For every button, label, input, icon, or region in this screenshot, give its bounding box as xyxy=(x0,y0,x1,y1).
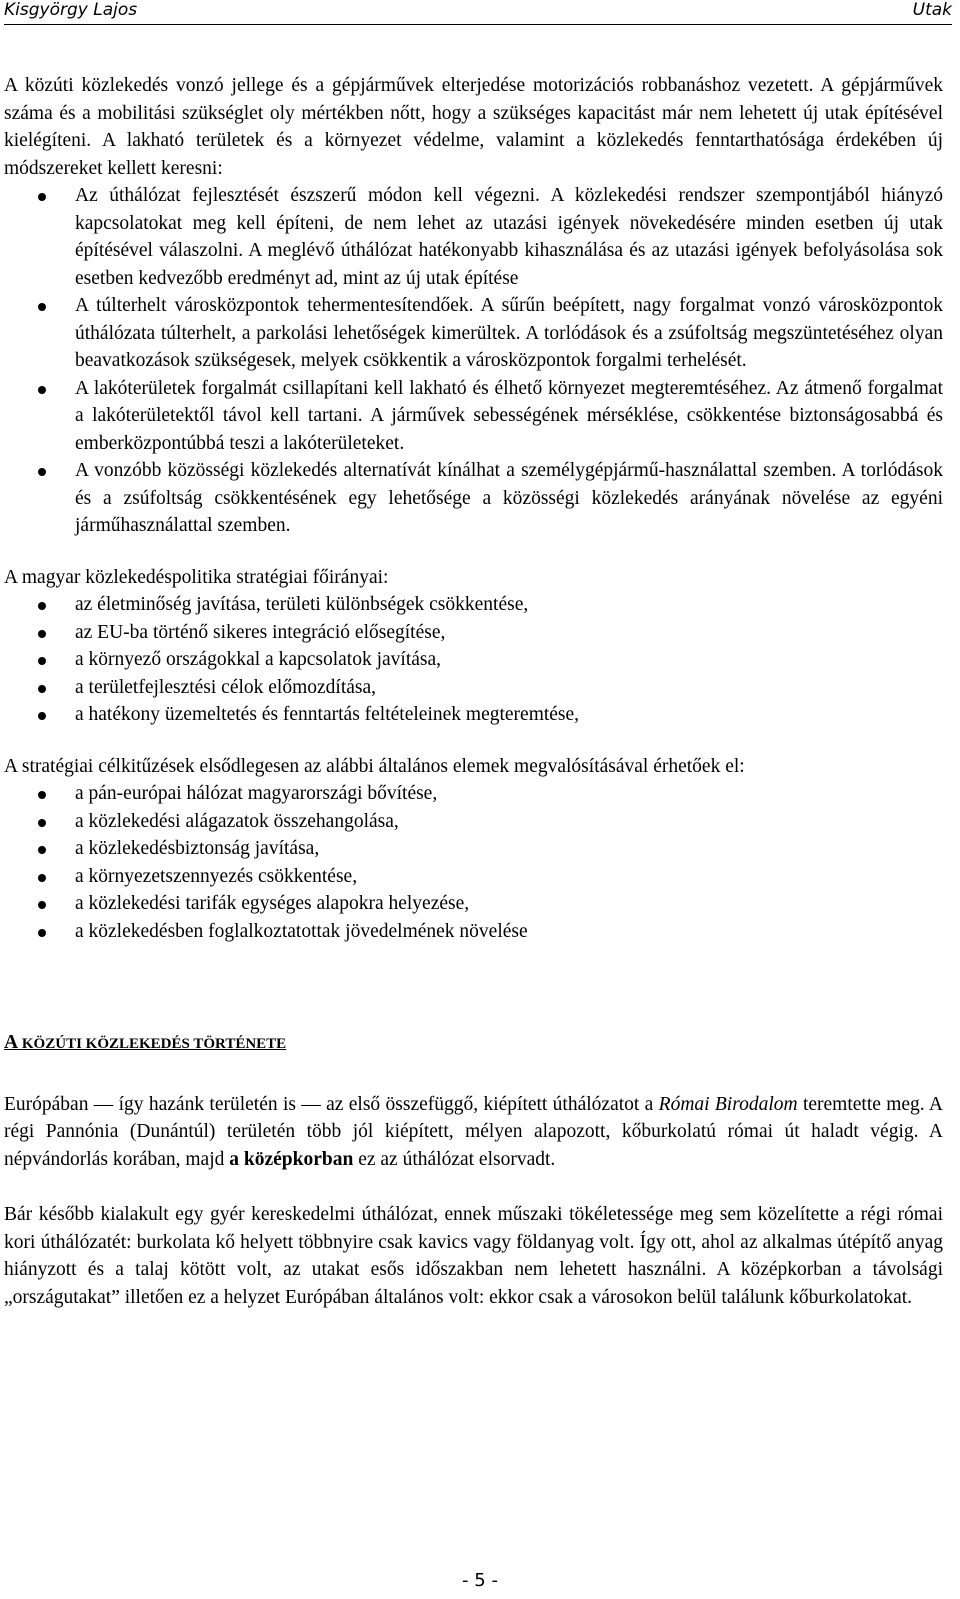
section-heading: A KÖZÚTI KÖZLEKEDÉS TÖRTÉNETE xyxy=(4,1032,287,1053)
page-number: - 5 - xyxy=(462,1570,498,1591)
list-item: a környező országokkal a kapcsolatok javítása, xyxy=(4,646,943,674)
bullet-icon xyxy=(38,846,46,854)
emphasis-roman-empire: Római Birodalom xyxy=(658,1093,798,1115)
bullet-icon xyxy=(38,685,46,693)
history-paragraph-1: Európában — így hazánk területén is — az első összefüggő, kiépített úthálózatot a Római Birodalom teremtette meg. A régi Pannónia (Dunántúl) területén több jól kiépített, mélyen alapozott, kőburkolatú római út haladt végig. A népvándorlás korában, majd a középkorban ez az úthálózat elsorvadt. xyxy=(4,1093,944,1170)
goals-list xyxy=(4,780,943,945)
list-item: a közlekedési alágazatok összehangolása, xyxy=(4,808,943,836)
bullet-icon xyxy=(38,901,46,909)
list-item: a hatékony üzemeltetés és fenntartás feltételeinek megteremtése, xyxy=(4,701,943,729)
list-item: a területfejlesztési célok előmozdítása, xyxy=(4,674,943,702)
bullet-icon xyxy=(38,303,46,311)
page-content xyxy=(4,72,943,1311)
bullet-icon xyxy=(38,929,46,937)
list-item: A túlterhelt városközpontok tehermentesítendőek. A sűrűn beépített, nagy forgalmat vonzó városközpontok úthálózata túlterhelt, a parkolási lehetőségek kimerültek. A torlódások és a zsúfoltság megszüntetéséhez olyan beavatkozások szükségesek, melyek csökkentik a városközpontok forgalmi terhelését. xyxy=(4,292,943,375)
intro-paragraph: A közúti közlekedés vonzó jellege és a gépjárművek elterjedése motorizációs robbanáshoz vezetett. A gépjárművek száma és a mobilitási szükséglet oly mértékben nőtt, hogy a szükséges kapacitást már nem lehetett új utak építésével kielégíteni. A lakható területek és a környezet védelme, valamint a közlekedés fenntarthatósága érdekében új módszereket kellett keresni: xyxy=(4,75,943,179)
list-item: Az úthálózat fejlesztését észszerű módon kell végezni. A közlekedési rendszer szempontjából hiányzó kapcsolatokat meg kell építeni, de nem lehet az utazási igények növekedésére minden esetben új utak építésével válaszolni. A meglévő úthálózat hatékonyabb kihasználása és az utazási igények befolyásolása sok esetben kedvezőbb eredményt ad, mint az új utak építése xyxy=(4,182,943,292)
list-item: A lakóterületek forgalmát csillapítani kell lakható és élhető környezet megteremtéséhez. Az átmenő forgalmat a lakóterületektől távol kell tartani. A járművek sebességének mérséklése, csökkentése biztonságosabbá és emberközpontúbbá teszi a lakóterületeket. xyxy=(4,375,943,458)
strategy-lead: A magyar közlekedéspolitika stratégiai főirányai: xyxy=(4,566,389,588)
bullet-icon xyxy=(38,630,46,638)
list-item: a környezetszennyezés csökkentése, xyxy=(4,863,943,891)
intro-bullet-list xyxy=(4,182,943,540)
header-title: Utak xyxy=(912,0,952,20)
bullet-icon xyxy=(38,193,46,201)
bullet-icon xyxy=(38,386,46,394)
list-item: az EU-ba történő sikeres integráció elősegítése, xyxy=(4,619,943,647)
header-author: Kisgyörgy Lajos xyxy=(4,0,138,20)
list-item: a közlekedésbiztonság javítása, xyxy=(4,835,943,863)
list-item: a közlekedésben foglalkoztatottak jövedelmének növelése xyxy=(4,918,943,946)
bullet-icon xyxy=(38,602,46,610)
list-item: az életminőség javítása, területi különbségek csökkentése, xyxy=(4,591,943,619)
emphasis-middle-ages: a középkorban xyxy=(229,1148,354,1170)
goals-lead: A stratégiai célkitűzések elsődlegesen az alábbi általános elemek megvalósításával érhetőek el: xyxy=(4,755,745,777)
bullet-icon xyxy=(38,657,46,665)
history-paragraph-2: Bár később kialakult egy gyér kereskedelmi úthálózat, ennek műszaki tökéletessége meg sem közelítette a régi római kori úthálózatét: burkolata kő helyett többnyire csak kavics vagy földanyag volt. Így ott, ahol az alkalmas útépítő anyag hiányzott és a talaj kötött volt, az utakat esős időszakban nem lehetett használni. A középkorban a távolsági „országutakat” illetően ez a helyzet Európában általános volt: ekkor csak a városokon belül találunk kőburkolatokat. xyxy=(4,1204,943,1308)
list-item: a közlekedési tarifák egységes alapokra helyezése, xyxy=(4,890,943,918)
bullet-icon xyxy=(38,791,46,799)
bullet-icon xyxy=(38,819,46,827)
bullet-icon xyxy=(38,468,46,476)
bullet-icon xyxy=(38,712,46,720)
list-item: a pán-európai hálózat magyarországi bővítése, xyxy=(4,780,943,808)
bullet-icon xyxy=(38,874,46,882)
list-item: A vonzóbb közösségi közlekedés alternatívát kínálhat a személygépjármű-használattal szemben. A torlódások és a zsúfoltság csökkentésének egy lehetősége a közösségi közlekedés arányának növelése az egyéni járműhasználattal szemben. xyxy=(4,457,943,540)
page-header xyxy=(4,0,952,25)
strategy-list xyxy=(4,591,943,729)
